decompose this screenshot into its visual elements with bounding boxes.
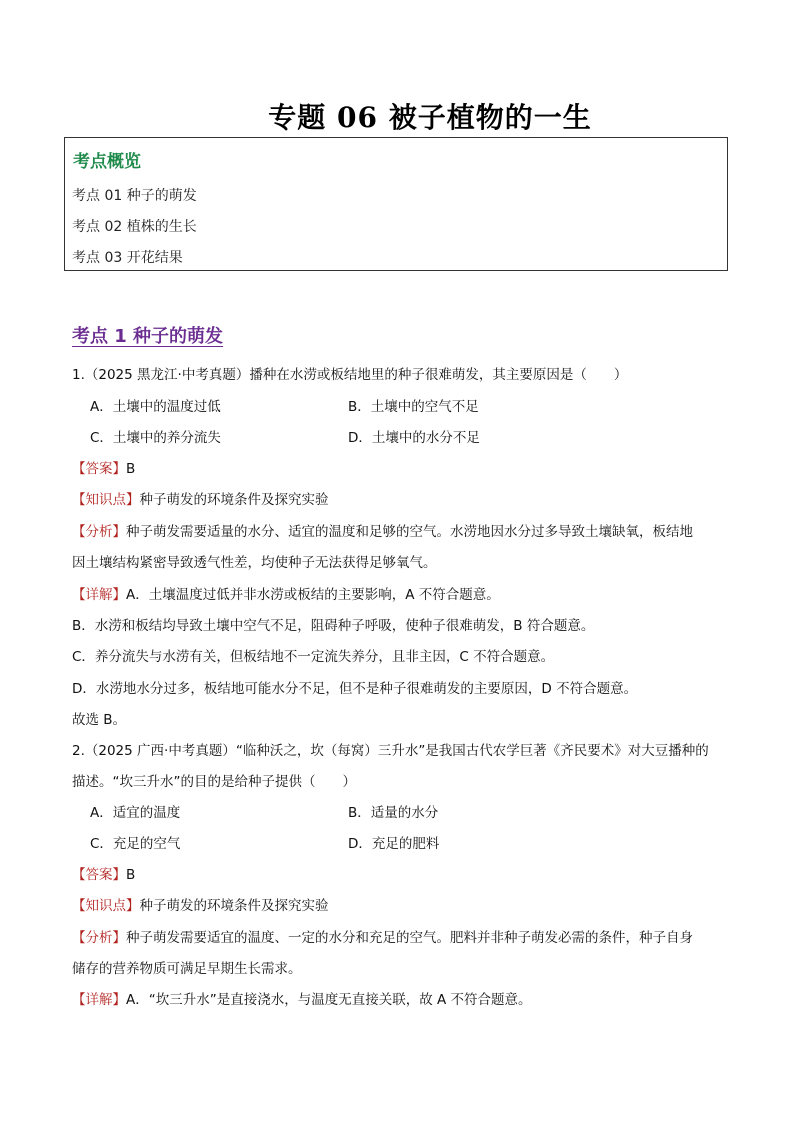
- detail-text: A．土壤温度过低并非水涝或板结的主要影响，A 不符合题意。: [126, 587, 500, 603]
- knowledge-value: 种子萌发的环境条件及探究实验: [139, 492, 329, 508]
- answer-value: B: [126, 461, 136, 477]
- knowledge-value: 种子萌发的环境条件及探究实验: [139, 898, 329, 914]
- question-2-stem-line-2: 描述。“坎三升水”的目的是给种子提供（ ）: [72, 774, 356, 790]
- analysis-tag: 【分析】: [72, 524, 126, 540]
- q1-option-c: C．土壤中的养分流失: [90, 430, 221, 446]
- q2-knowledge: [72, 894, 329, 914]
- q1-analysis-line-2: 因土壤结构紧密导致透气性差，均使种子无法获得足够氧气。: [72, 555, 437, 571]
- section-heading: 考点 1 种子的萌发: [72, 326, 224, 347]
- answer-tag: 【答案】: [72, 461, 126, 477]
- detail-tag: 【详解】: [72, 587, 126, 603]
- overview-item: 考点 03 开花结果: [72, 250, 183, 266]
- analysis-tag: 【分析】: [72, 930, 126, 946]
- analysis-text: 种子萌发需要适量的水分、适宜的温度和足够的空气。水涝地因水分过多导致土壤缺氧，板结地: [126, 524, 693, 540]
- q1-analysis-line-1: [72, 520, 693, 540]
- q1-knowledge: [72, 488, 329, 508]
- q2-answer: [72, 863, 135, 883]
- q2-option-a: A．适宜的温度: [90, 805, 181, 821]
- knowledge-tag: 【知识点】: [72, 898, 140, 914]
- q1-answer: [72, 457, 135, 477]
- q2-detail-line-1: [72, 988, 532, 1008]
- q2-option-b: B．适量的水分: [348, 805, 439, 821]
- q1-option-d: D．土壤中的水分不足: [348, 430, 480, 446]
- overview-box: [64, 137, 728, 271]
- answer-tag: 【答案】: [72, 867, 126, 883]
- overview-item: 考点 02 植株的生长: [72, 219, 197, 235]
- question-1-stem: 1.（2025 黑龙江·中考真题）播种在水涝或板结地里的种子很难萌发，其主要原因是（ ）: [72, 367, 628, 383]
- analysis-text: 种子萌发需要适宜的温度、一定的水分和充足的空气。肥料并非种子萌发必需的条件，种子自身: [126, 930, 693, 946]
- q2-analysis-line-1: [72, 926, 693, 946]
- q1-detail-line-4: D．水涝地水分过多，板结地可能水分不足，但不是种子很难萌发的主要原因，D 不符合题意。: [72, 681, 638, 697]
- overview-heading: 考点概览: [73, 152, 141, 172]
- q1-detail-line-3: C．养分流失与水涝有关，但板结地不一定流失养分，且非主因，C 不符合题意。: [72, 649, 555, 665]
- q1-option-a: A．土壤中的温度过低: [90, 399, 221, 415]
- q2-analysis-line-2: 储存的营养物质可满足早期生长需求。: [72, 961, 302, 977]
- q1-option-b: B．土壤中的空气不足: [348, 399, 479, 415]
- detail-tag: 【详解】: [72, 992, 126, 1008]
- q1-detail-line-2: B．水涝和板结均导致土壤中空气不足，阻碍种子呼吸，使种子很难萌发，B 符合题意。: [72, 618, 595, 634]
- detail-text: A．“坎三升水”是直接浇水，与温度无直接关联，故 A 不符合题意。: [126, 992, 532, 1008]
- q1-conclusion: 故选 B。: [72, 712, 127, 728]
- page-title: 专题 06 被子植物的一生: [268, 101, 592, 134]
- q2-option-d: D．充足的肥料: [348, 836, 440, 852]
- q1-detail-line-1: [72, 583, 500, 603]
- overview-item: 考点 01 种子的萌发: [72, 188, 197, 204]
- q2-option-c: C．充足的空气: [90, 836, 181, 852]
- question-2-stem-line-1: 2.（2025 广西·中考真题）“临种沃之，坎（每窝）三升水”是我国古代农学巨著《齐民要术》对大豆播种的: [72, 743, 709, 759]
- knowledge-tag: 【知识点】: [72, 492, 140, 508]
- answer-value: B: [126, 867, 136, 883]
